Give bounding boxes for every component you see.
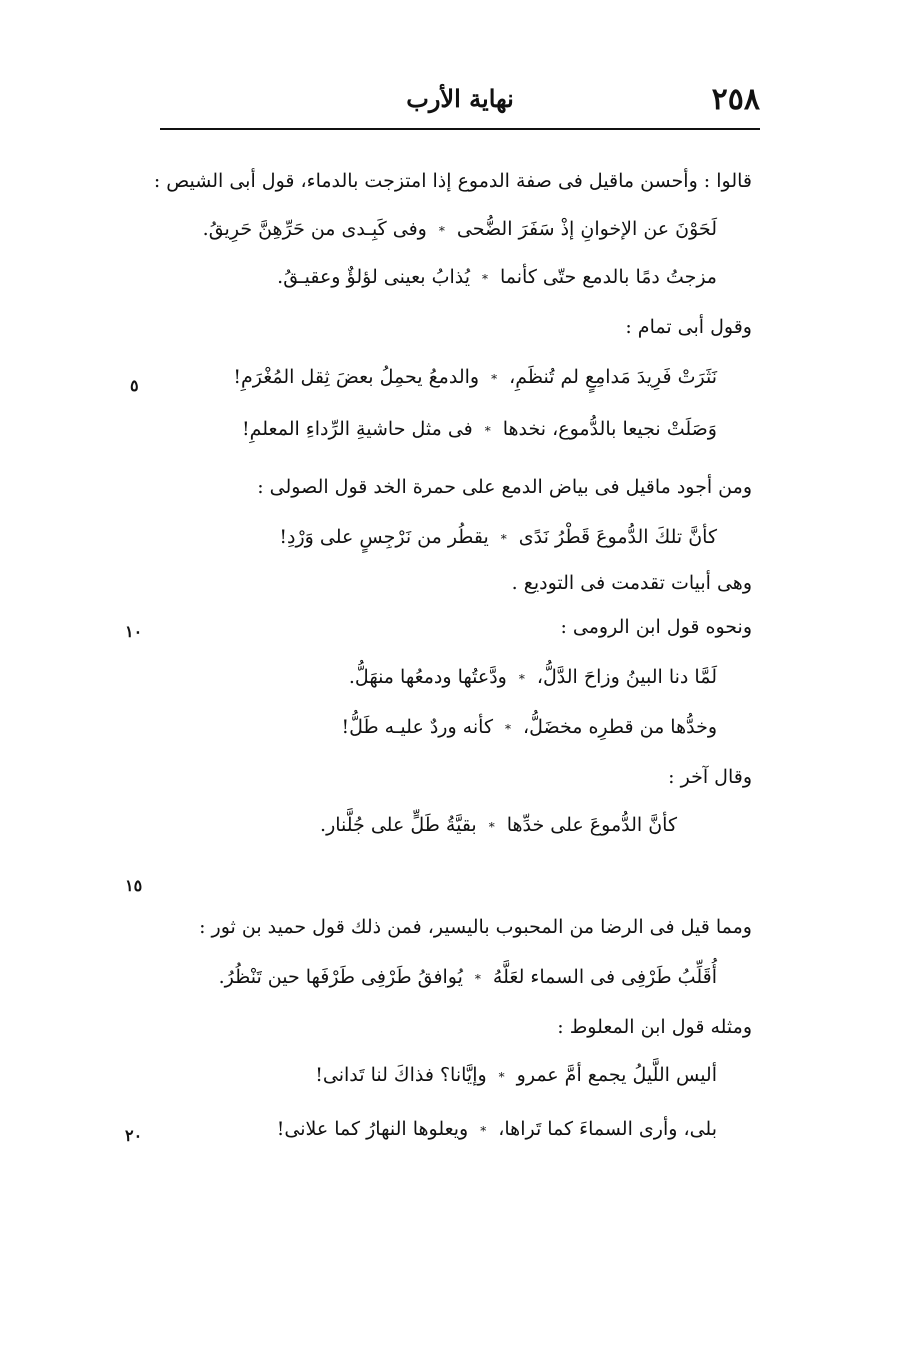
prose-text: ونحوه قول ابن الرومى : <box>560 616 752 638</box>
verse-line <box>233 362 717 394</box>
verse-hemistich-second: يُذابُ بعينى لؤلؤٌ وعقيـقُ. <box>277 266 470 288</box>
prose-line <box>557 1012 752 1042</box>
verse-hemistich-first: أليس اللَّيلُ يجمع أمَّ عمرو <box>516 1064 717 1086</box>
prose-text: ومثله قول ابن المعلوط : <box>557 1016 752 1038</box>
verse-hemistich-second: بقيَّةُ طَلٍّ على جُلَّنار. <box>320 814 477 836</box>
prose-line <box>560 612 752 642</box>
verse-hemistich-second: يقطُر من نَرْجِسٍ على وَرْدِ! <box>279 526 489 548</box>
verse-line <box>219 962 717 994</box>
prose-line <box>154 166 752 196</box>
verse-line <box>320 810 677 842</box>
verse-hemistich-first: كأنَّ تلكَ الدُّموعَ قَطْرُ نَدًى <box>518 526 717 548</box>
prose-text: ومن أجود ماقيل فى بياض الدمع على حمرة الخد قول الصولى : <box>257 476 752 498</box>
verse-hemistich-first: أُقَلِّبُ طَرْفِى فى السماء لعَلَّهُ <box>492 966 717 988</box>
verse-separator: * <box>480 1124 487 1138</box>
verse-hemistich-first: نَثَرَتْ فَرِيدَ مَدامِعٍ لم تُنظَمِ، <box>509 366 717 388</box>
verse-hemistich-second: يُوافقُ طَرْفِى طَرْفَها حين تَنْظُرُ. <box>218 966 463 988</box>
prose-line <box>199 912 752 942</box>
verse-hemistich-second: ويعلوها النهارُ كما علانى! <box>276 1118 469 1140</box>
prose-line <box>668 762 752 792</box>
margin-line-number: ١٥ <box>125 876 143 895</box>
verse-hemistich-second: كأنه وردٌ عليـه طَلُّ! <box>341 716 493 738</box>
verse-separator: * <box>498 1070 505 1084</box>
prose-text: قالوا : وأحسن ماقيل فى صفة الدموع إذا امتزجت بالدماء، قول أبى الشيص : <box>153 170 752 192</box>
verse-hemistich-first: بلى، وأرى السماءَ كما تَراها، <box>498 1118 717 1140</box>
verse-line <box>315 1060 717 1092</box>
prose-line <box>257 472 752 502</box>
verse-separator: * <box>482 272 488 286</box>
verse-hemistich-first: وَصَلَتْ نجيعا بالدُّموع، نخدها <box>502 418 717 440</box>
verse-separator: * <box>438 224 445 238</box>
verse-hemistich-first: وخدُّها من قطرِه مخضَلُّ، <box>522 716 717 738</box>
verse-line <box>277 262 717 294</box>
prose-text: وهى أبيات تقدمت فى التوديع . <box>511 572 752 594</box>
prose-text: ومما قيل فى الرضا من المحبوب باليسير، فمن ذلك قول حميد بن ثور : <box>199 916 752 938</box>
verse-separator: * <box>474 972 481 986</box>
verse-separator: * <box>488 820 495 834</box>
verse-hemistich-second: ودَّعتُها ودمعُها منهَلُّ. <box>348 666 507 688</box>
prose-text: وقول أبى تمام : <box>625 316 752 338</box>
margin-line-number: ٥ <box>130 376 139 395</box>
running-title: نهاية الأرب <box>406 84 514 113</box>
verse-line <box>242 414 717 446</box>
verse-hemistich-first: لَحَوْنَ عن الإخوانِ إذْ سَفَرَ الضُّحى <box>456 218 717 240</box>
prose-line <box>512 568 752 598</box>
verse-separator: * <box>518 672 525 686</box>
margin-line-number: ١٠ <box>125 622 143 641</box>
verse-hemistich-second: وفى كَبِـدى من حَرِّهِنَّ حَرِيقُ. <box>202 218 427 240</box>
verse-line <box>349 662 717 694</box>
verse-hemistich-first: كأنَّ الدُّموعَ على خدِّها <box>506 814 677 836</box>
margin-line-number: ٢٠ <box>125 1126 143 1145</box>
verse-hemistich-second: والدمعُ يحمِلُ بعضَ ثِقل المُغْرَمِ! <box>233 366 480 388</box>
prose-text: وقال آخر : <box>668 766 752 788</box>
verse-hemistich-second: وإيَّانا؟ فذاكَ لنا تَدانى! <box>315 1064 487 1086</box>
verse-hemistich-first: مزجتُ دمًا بالدمع حتّى كأنما <box>500 266 717 288</box>
verse-line <box>277 1114 717 1146</box>
verse-line <box>279 522 717 554</box>
header-rule <box>160 128 760 130</box>
verse-separator: * <box>484 424 491 438</box>
verse-separator: * <box>500 532 507 546</box>
page-header <box>160 82 760 130</box>
verse-line <box>203 214 717 246</box>
verse-separator: * <box>504 722 511 736</box>
verse-hemistich-first: لَمَّا دنا البينُ وزاحَ الدَّلُّ، <box>536 666 717 688</box>
prose-line <box>625 312 752 342</box>
page-number: ٢٥٨ <box>711 82 760 117</box>
verse-hemistich-second: فى مثل حاشيةِ الرِّداءِ المعلمِ! <box>241 418 473 440</box>
verse-line <box>341 712 717 744</box>
verse-separator: * <box>491 372 498 386</box>
